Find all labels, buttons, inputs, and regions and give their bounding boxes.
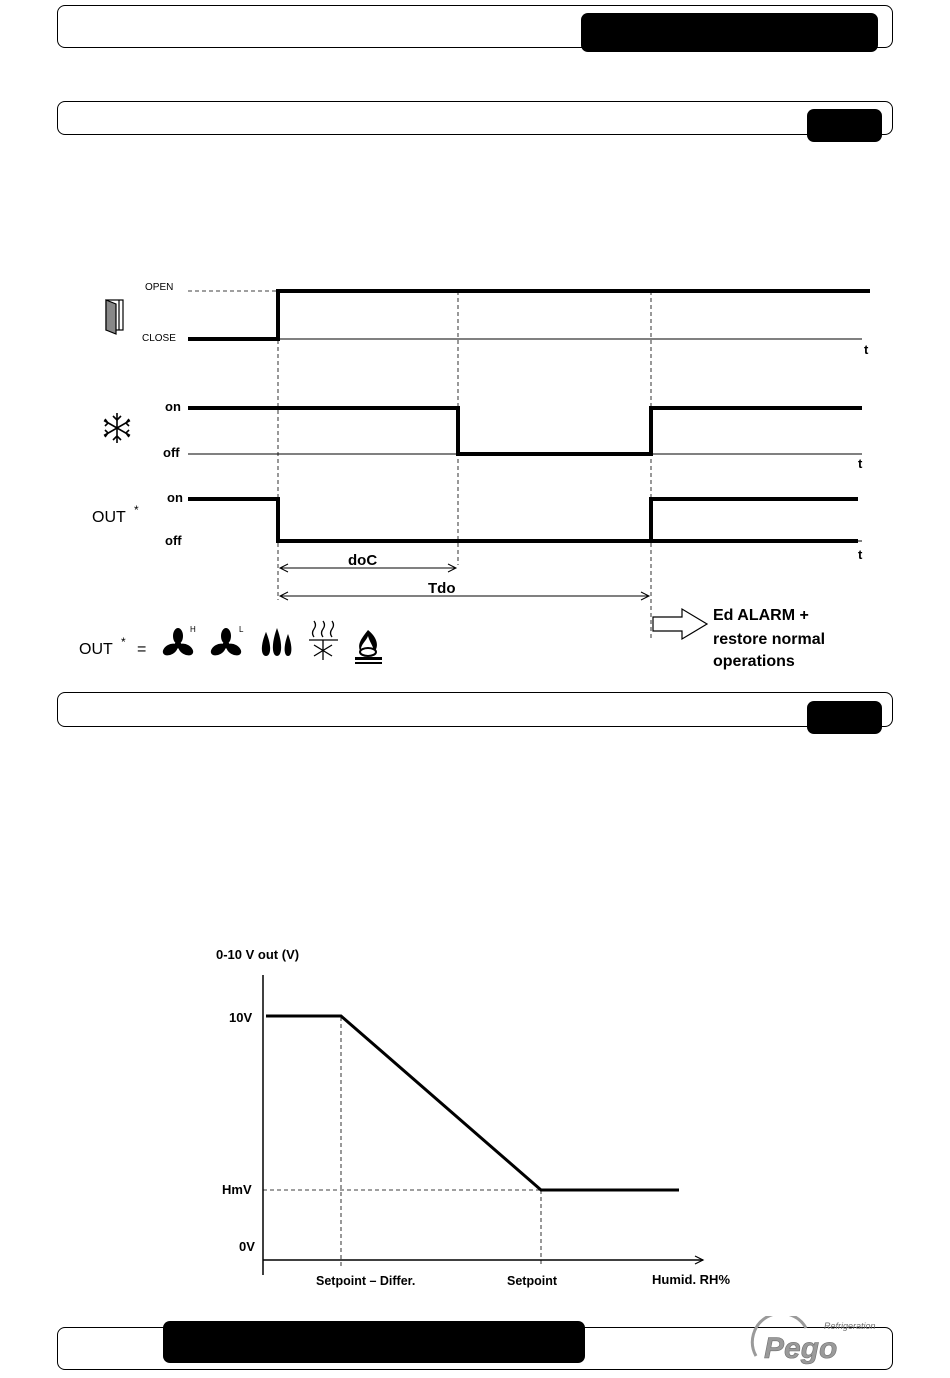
pego-logo	[748, 1316, 878, 1366]
out-asterisk: *	[134, 503, 139, 517]
out-label: OUT	[92, 509, 126, 526]
x-tick-setpoint: Setpoint	[507, 1274, 557, 1288]
out-legend-label: OUT	[79, 641, 113, 658]
output-curve	[266, 1016, 679, 1190]
open-label: OPEN	[145, 282, 174, 293]
x-tick-setpoint-differ: Setpoint – Differ.	[316, 1274, 416, 1288]
alarm-text-2: restore normal	[713, 631, 826, 648]
footer-title-bar	[163, 1321, 585, 1363]
out-legend-equals: =	[137, 641, 147, 658]
fan-high-tag: H	[190, 625, 196, 634]
out-off-label: off	[165, 533, 182, 548]
time-label-door: t	[864, 342, 869, 357]
chart-xlabel: Humid. RH%	[652, 1272, 730, 1287]
chart-ylabel: 0-10 V out (V)	[216, 947, 300, 962]
time-label-out: t	[858, 547, 863, 562]
tdo-label: Tdo	[428, 580, 456, 597]
fan-low-tag: L	[239, 625, 244, 634]
alarm-text-3: operations	[713, 653, 795, 670]
compressor-off-label: off	[163, 445, 180, 460]
y-tick-0v: 0V	[239, 1239, 255, 1254]
y-tick-hmv: HmV	[222, 1182, 252, 1197]
out-legend-asterisk: *	[121, 635, 126, 649]
doc-label: doC	[348, 552, 378, 569]
logo-brand: Pego	[764, 1332, 838, 1365]
out-on-label: on	[167, 490, 183, 505]
logo-tagline: Refrigeration	[824, 1321, 876, 1331]
alarm-text-1: Ed ALARM +	[713, 607, 809, 624]
compressor-on-label: on	[165, 399, 181, 414]
time-label-compressor: t	[858, 456, 863, 471]
y-tick-10v: 10V	[229, 1010, 253, 1025]
close-label: CLOSE	[142, 333, 176, 344]
